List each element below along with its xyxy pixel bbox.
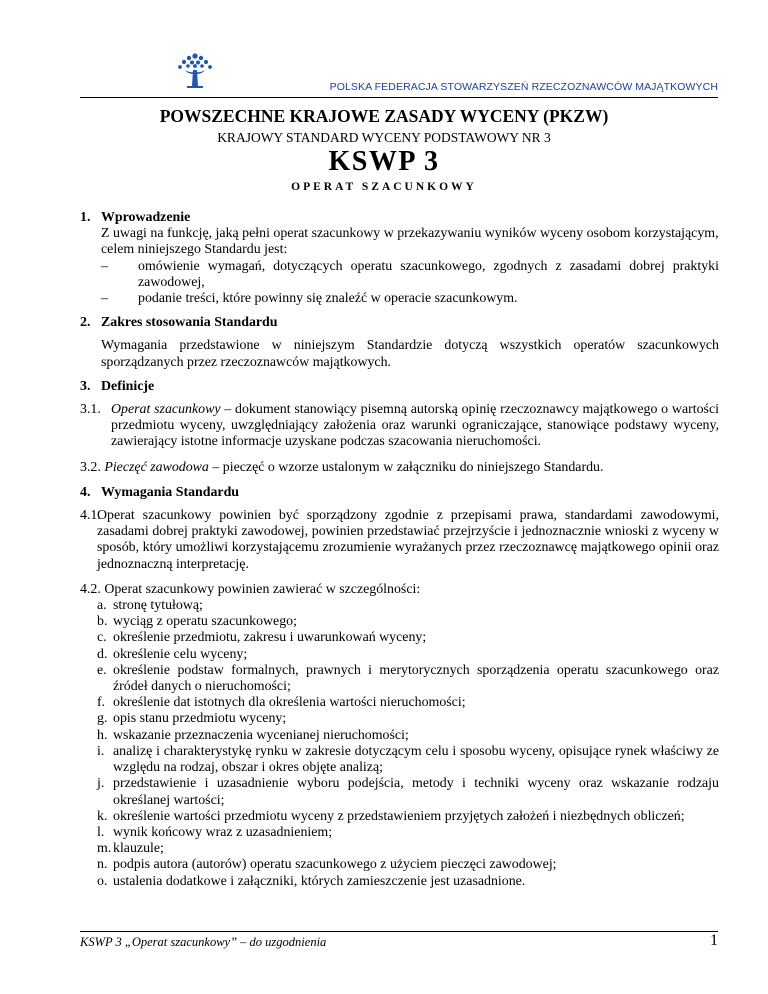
federation-name: POLSKA FEDERACJA STOWARZYSZEŃ RZECZOZNAWCÓW MAJĄTKOWYCH: [329, 81, 718, 93]
footer-text: KSWP 3 „Operat szacunkowy” – do uzgodnienia: [80, 935, 327, 949]
document-subtitle: KRAJOWY STANDARD WYCENY PODSTAWOWY NR 3: [217, 130, 551, 145]
document-title: POWSZECHNE KRAJOWE ZASADY WYCENY (PKZW): [159, 106, 609, 126]
list-item: f. określenie dat istotnych dla określenia wartości nieruchomości;: [97, 695, 466, 711]
section-heading-4: 4. Wymagania Standardu: [80, 484, 240, 500]
list-item: k. określenie wartości przedmiotu wyceny z przedstawieniem przyjętych założeń i niezbędnych obliczeń;: [97, 808, 685, 824]
list-item: d. określenie celu wyceny;: [97, 646, 248, 662]
section-1-intro: Z uwagi na funkcję, jaką pełni operat szacunkowy w przekazywaniu wyników wyceny osobom korzystającym, celem niniejszego Standardu jest:: [101, 226, 719, 258]
footer-divider: [80, 931, 718, 932]
requirement-4-2: 4.2. Operat szacunkowy powinien zawierać w szczególności:: [80, 581, 421, 597]
list-item: – podanie treści, które powinny się znaleźć w operacie szacunkowym.: [101, 291, 518, 307]
page-number: 1: [710, 932, 718, 949]
section-2-text: Wymagania przedstawione w niniejszym Standardzie dotyczą wszystkich operatów szacunkowych sporządzanych przez rzeczoznawców majątkowych.: [101, 338, 719, 370]
list-item: – omówienie wymagań, dotyczących operatu szacunkowego, zgodnych z zasadami dobrej praktyki zawodowej,: [101, 258, 719, 290]
standard-name: OPERAT SZACUNKOWY: [291, 181, 477, 193]
section-heading-2: 2. Zakres stosowania Standardu: [80, 315, 278, 331]
list-item: m. klauzule;: [97, 841, 164, 857]
list-item: e. określenie podstaw formalnych, prawnych i merytorycznych sporządzenia operatu szacunkowego oraz źródeł danych o nieruchomości;: [97, 662, 719, 695]
header-divider: [80, 97, 718, 98]
list-item: n. podpis autora (autorów) operatu szacunkowego z użyciem pieczęci zawodowej;: [97, 857, 557, 873]
definition-operat: 3.1. Operat szacunkowy – dokument stanowiący pisemną autorską opinię rzeczoznawcy majątkowego o wartości przedmiotu wyceny, uwzględniający założenia oraz warunki ograniczające, stanowiące podstawy wyceny, zawierający istotne informacje uzyskane podczas szacowania nieruchomości.: [80, 402, 719, 450]
standard-code: KSWP 3: [328, 146, 440, 177]
list-item: b. wyciąg z operatu szacunkowego;: [97, 614, 297, 630]
pfsrm-logo-icon: [173, 50, 217, 90]
list-item: g. opis stanu przedmiotu wyceny;: [97, 711, 287, 727]
list-item: h. wskazanie przeznaczenia wycenianej nieruchomości;: [97, 727, 409, 743]
document-body: [80, 204, 719, 890]
section-heading-3: 3. Definicje: [80, 378, 155, 394]
section-heading-1: 1. Wprowadzenie: [80, 210, 191, 225]
requirement-4-1: 4.1. Operat szacunkowy powinien być sporządzony zgodnie z przepisami prawa, standardami zawodowymi, zasadami dobrej praktyki zawodowej, powinien przedstawiać przejrzyście i jednoznacznie wnioski z wyceny w sposób, który umożliwi korzystającemu zrozumienie wyrażanych przez rzeczoznawcę majątkowego opinii oraz jednoznaczną interpretację.: [80, 508, 719, 572]
definition-pieczec: 3.2. Pieczęć zawodowa – pieczęć o wzorze ustalonym w załączniku do niniejszego Standardu.: [80, 459, 604, 475]
list-item: o. ustalenia dodatkowe i załączniki, których zamieszczenie jest uzasadnione.: [97, 873, 526, 889]
list-item: a. stronę tytułową;: [97, 598, 203, 614]
list-item: c. określenie przedmiotu, zakresu i uwarunkowań wyceny;: [97, 630, 427, 646]
list-item: j. przedstawienie i uzasadnienie wyboru podejścia, metody i techniki wyceny oraz wskazanie rodzaju określanej wartości;: [97, 776, 719, 808]
list-item: l. wynik końcowy wraz z uzasadnieniem;: [97, 824, 333, 840]
list-item: i. analizę i charakterystykę rynku w zakresie dotyczącym celu i sposobu wyceny, opisujące rynek właściwy ze względu na rodzaj, obszar i okres objęte analizą;: [97, 743, 719, 776]
